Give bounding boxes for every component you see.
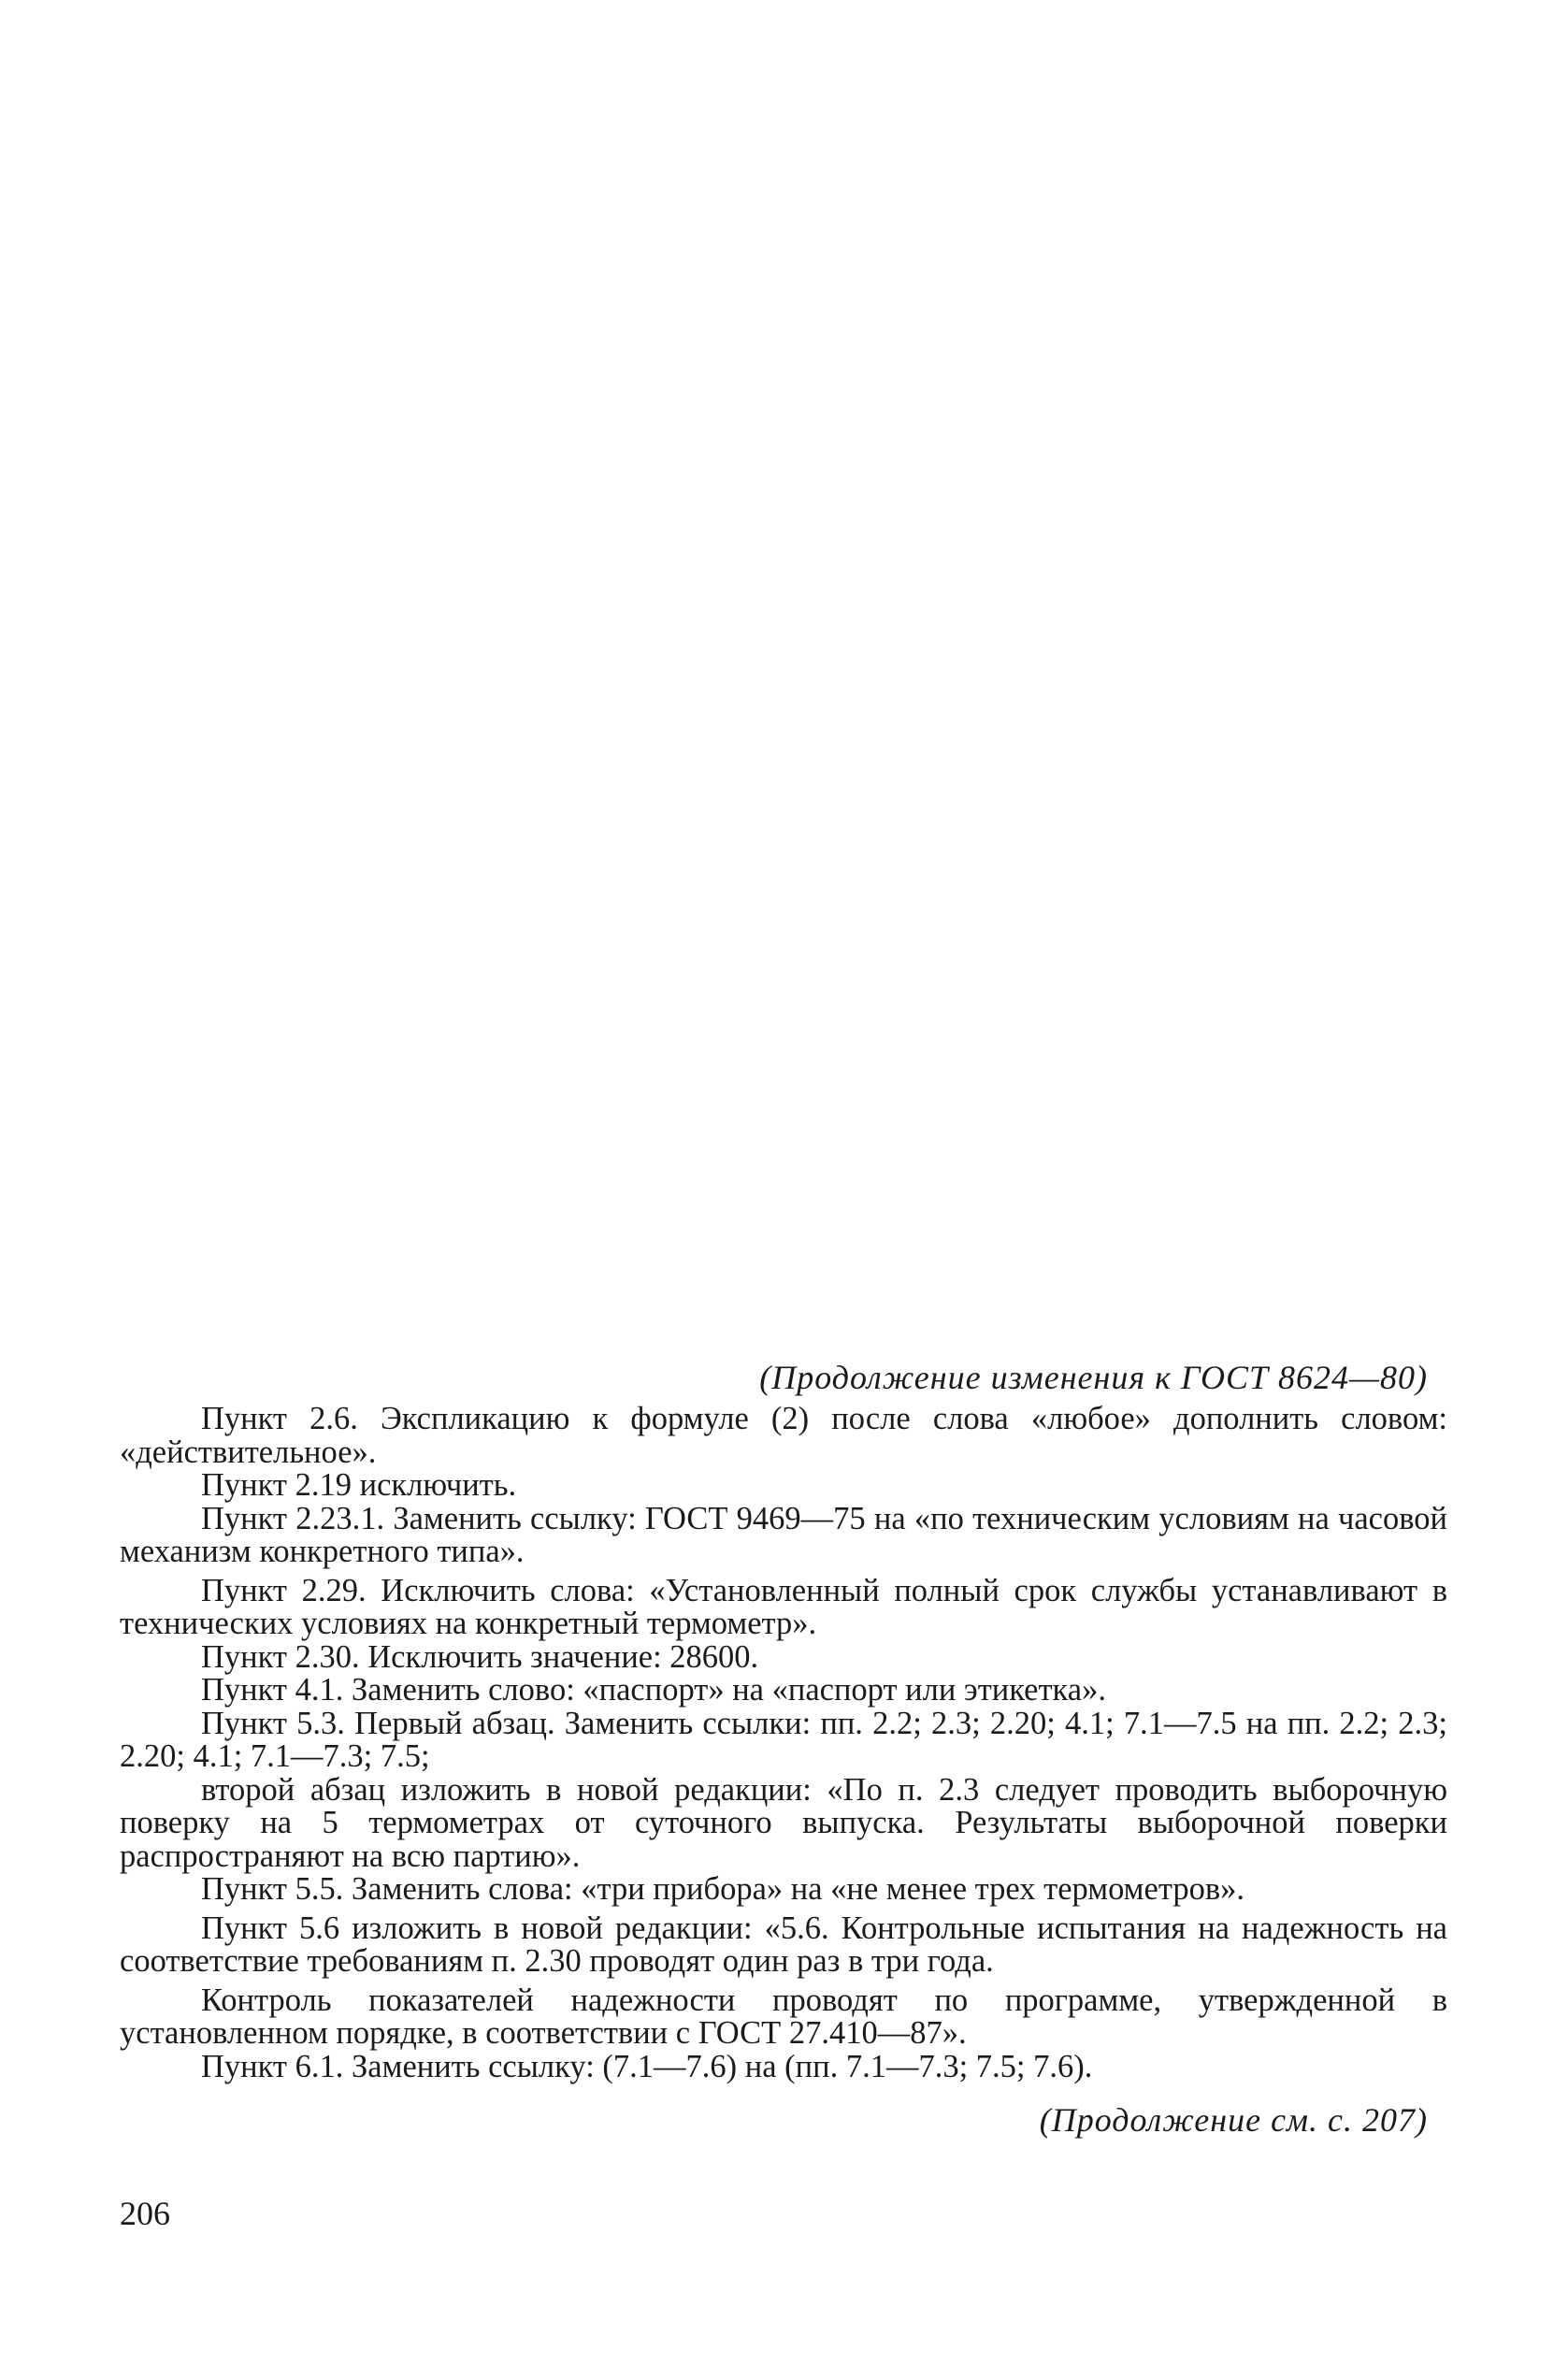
paragraph-item-2-23-1: Пункт 2.23.1. Заменить ссылку: ГОСТ 9469—75 на «по техническим условиям на часовой механизм конкретного типа». xyxy=(120,1500,1447,1569)
paragraph-item-2-30: Пункт 2.30. Исключить значение: 28600. xyxy=(201,1638,759,1675)
paragraph-item-6-1: Пункт 6.1. Заменить ссылку: (7.1—7.6) на (пп. 7.1—7.3; 7.5; 7.6). xyxy=(201,2048,1093,2084)
continuation-footer: (Продолжение см. с. 207) xyxy=(1039,2101,1428,2139)
page-number: 206 xyxy=(120,2195,170,2232)
paragraph-item-5-3: Пункт 5.3. Первый абзац. Заменить ссылки: пп. 2.2; 2.3; 2.20; 4.1; 7.1—7.5 на пп. 2.2; 2.3; 2.20; 4.1; 7.1—7.3; 7.5; xyxy=(120,1705,1447,1774)
paragraph-item-2-29: Пункт 2.29. Исключить слова: «Установленный полный срок службы устанавливают в технических условиях на конкретный термометр». xyxy=(120,1572,1447,1641)
amendment-body xyxy=(120,1403,1447,2083)
paragraph-item-2-6: Пункт 2.6. Экспликацию к формуле (2) после слова «любое» дополнить словом: «действительное». xyxy=(120,1401,1447,1470)
paragraph-item-5-5: Пункт 5.5. Заменить слова: «три прибора» на «не менее трех термометров». xyxy=(201,1871,1244,1907)
continuation-header: (Продолжение изменения к ГОСТ 8624—80) xyxy=(759,1359,1428,1396)
paragraph-reliability-control: Контроль показателей надежности проводят по программе, утвержденной в установленном порядке, в соответствии с ГОСТ 27.410—87». xyxy=(120,1982,1447,2051)
paragraph-item-5-6: Пункт 5.6 изложить в новой редакции: «5.6. Контрольные испытания на надежность на соответствие требованиям п. 2.30 проводят один раз в три года. xyxy=(120,1910,1447,1979)
paragraph-item-4-1: Пункт 4.1. Заменить слово: «паспорт» на «паспорт или этикетка». xyxy=(201,1672,1106,1708)
paragraph-item-2-19: Пункт 2.19 исключить. xyxy=(201,1467,517,1503)
paragraph-item-5-3-second: второй абзац изложить в новой редакции: «По п. 2.3 следует проводить выборочную поверку на 5 термометрах от суточного выпуска. Результаты выборочной поверки распространяют на всю партию». xyxy=(120,1771,1447,1874)
